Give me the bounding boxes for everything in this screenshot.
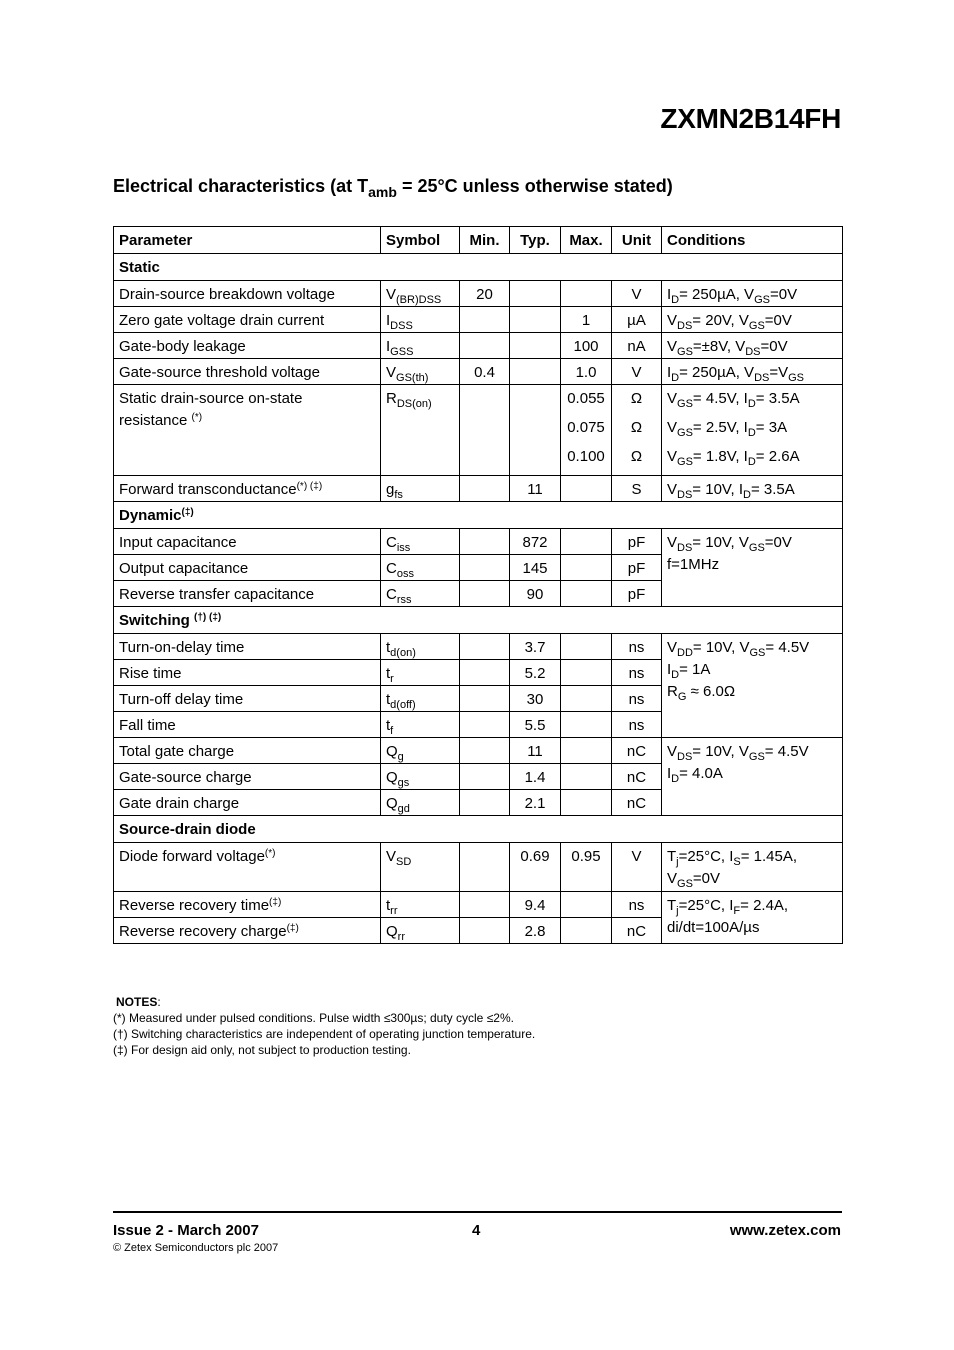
symbol-cell: $Q_g$ xyxy=(381,738,460,764)
max-cell: 0.95 xyxy=(561,843,612,892)
typ-cell: 90 xyxy=(510,581,561,607)
electrical-characteristics-table xyxy=(113,226,843,944)
unit-cell: pF xyxy=(612,581,662,607)
max-cell xyxy=(561,581,612,607)
typ-cell: 3.7 xyxy=(510,634,561,660)
column-header: Symbol xyxy=(381,227,460,254)
max-cell xyxy=(561,529,612,555)
condition-line: $V_{GS}= 4.5V$, $I_D= 3.5A$ xyxy=(667,390,800,410)
max-cell: 1 xyxy=(561,307,612,333)
param-cell: Turn-off delay time xyxy=(114,686,381,712)
max-cell xyxy=(561,281,612,307)
param-cell: Rise time xyxy=(114,660,381,686)
unit-cell: S xyxy=(612,476,662,502)
unit-cell: nC xyxy=(612,918,662,944)
section-row xyxy=(114,607,843,634)
max-cell xyxy=(561,385,612,476)
conditions-cell: $V_{GS}=\pm 8V$, $V_{DS}=0V$ xyxy=(662,333,843,359)
table-row xyxy=(114,333,843,359)
unit-cell: V xyxy=(612,281,662,307)
section-row xyxy=(114,502,843,529)
conditions-cell: $V_{DS}= 10V$, $I_D= 3.5A$ xyxy=(662,476,843,502)
table-row xyxy=(114,385,843,476)
min-cell xyxy=(460,581,510,607)
footer-divider xyxy=(113,1211,842,1213)
param-cell: Drain-source breakdown voltage xyxy=(114,281,381,307)
symbol-cell: $V_{SD}$ xyxy=(381,843,460,892)
max-cell xyxy=(561,918,612,944)
symbol-cell: $R_{DS(on)}$ xyxy=(381,385,460,476)
section-row xyxy=(114,816,843,843)
symbol-cell: $t_f$ xyxy=(381,712,460,738)
unit-value: Ω xyxy=(630,419,643,436)
param-cell: Fall time xyxy=(114,712,381,738)
max-value: 0.055 xyxy=(567,390,605,407)
table-row xyxy=(114,529,843,555)
unit-cell: pF xyxy=(612,555,662,581)
min-cell xyxy=(460,476,510,502)
min-cell: 20 xyxy=(460,281,510,307)
typ-cell: 2.1 xyxy=(510,790,561,816)
conditions-cell: $I_D= 250\mu A$, $V_{GS}=0V$ xyxy=(662,281,843,307)
typ-cell xyxy=(510,281,561,307)
unit-cell: nC xyxy=(612,764,662,790)
condition-line: $V_{GS}= 1.8V$, $I_D= 2.6A$ xyxy=(667,448,800,468)
symbol-cell: $Q_{gs}$ xyxy=(381,764,460,790)
section-label: Static xyxy=(114,254,843,281)
symbol-cell: $g_{fs}$ xyxy=(381,476,460,502)
conditions-cell: $V_{DS}= 10V$, $V_{GS}= 4.5V$ $I_D= 4.0A$ xyxy=(662,738,843,816)
param-cell: Forward transconductance(*) (‡) xyxy=(114,476,381,502)
param-cell: Input capacitance xyxy=(114,529,381,555)
max-cell xyxy=(561,764,612,790)
max-cell: 1.0 xyxy=(561,359,612,385)
max-cell xyxy=(561,790,612,816)
column-header: Unit xyxy=(612,227,662,254)
typ-cell: 9.4 xyxy=(510,892,561,918)
param-cell: Total gate charge xyxy=(114,738,381,764)
table-row xyxy=(114,281,843,307)
typ-cell: 5.2 xyxy=(510,660,561,686)
min-cell xyxy=(460,738,510,764)
symbol-cell: $Q_{gd}$ xyxy=(381,790,460,816)
min-cell xyxy=(460,764,510,790)
max-cell xyxy=(561,686,612,712)
symbol-cell: $C_{iss}$ xyxy=(381,529,460,555)
min-cell xyxy=(460,712,510,738)
min-cell xyxy=(460,529,510,555)
unit-cell: V xyxy=(612,843,662,892)
param-cell: Gate-source threshold voltage xyxy=(114,359,381,385)
unit-cell xyxy=(612,385,662,476)
min-cell xyxy=(460,660,510,686)
table-row xyxy=(114,359,843,385)
table-row xyxy=(114,892,843,918)
symbol-cell: $Q_{rr}$ xyxy=(381,918,460,944)
param-cell: Gate drain charge xyxy=(114,790,381,816)
max-cell xyxy=(561,660,612,686)
typ-cell: 5.5 xyxy=(510,712,561,738)
column-header: Min. xyxy=(460,227,510,254)
note-item: (*) Measured under pulsed conditions. Pulse width ≤300µs; duty cycle ≤2%. xyxy=(113,1011,514,1025)
min-cell xyxy=(460,790,510,816)
typ-cell: 145 xyxy=(510,555,561,581)
conditions-cell: $V_{DS}= 20V$, $V_{GS}=0V$ xyxy=(662,307,843,333)
unit-cell: ns xyxy=(612,634,662,660)
notes-title: NOTES: xyxy=(116,995,161,1009)
min-cell xyxy=(460,307,510,333)
max-cell: 100 xyxy=(561,333,612,359)
symbol-cell: $t_{d(on)}$ xyxy=(381,634,460,660)
footer-issue: Issue 2 - March 2007 xyxy=(113,1222,259,1239)
min-cell xyxy=(460,843,510,892)
symbol-cell: $C_{oss}$ xyxy=(381,555,460,581)
unit-cell: pF xyxy=(612,529,662,555)
symbol-cell: $t_r$ xyxy=(381,660,460,686)
conditions-cell: $T_j=25^\circ C$, $I_F= 2.4A$, di/dt=100A/µs xyxy=(662,892,843,944)
typ-cell: 872 xyxy=(510,529,561,555)
unit-cell: µA xyxy=(612,307,662,333)
note-item: (‡) For design aid only, not subject to production testing. xyxy=(113,1043,411,1057)
footer-website: www.zetex.com xyxy=(729,1222,841,1239)
part-number: ZXMN2B14FH xyxy=(660,103,841,134)
typ-cell: 1.4 xyxy=(510,764,561,790)
max-cell xyxy=(561,476,612,502)
unit-cell: ns xyxy=(612,686,662,712)
conditions-cell: $T_j=25^\circ C$, $I_S= 1.45A$, $V_{GS}=0V$ xyxy=(662,843,843,892)
note-item: (†) Switching characteristics are independent of operating junction temperature. xyxy=(113,1027,536,1041)
unit-cell: nA xyxy=(612,333,662,359)
min-cell xyxy=(460,918,510,944)
conditions-cell: $I_D= 250\mu A$, $V_{DS}=V_{GS}$ xyxy=(662,359,843,385)
param-cell: Reverse transfer capacitance xyxy=(114,581,381,607)
param-cell: Reverse recovery time(‡) xyxy=(114,892,381,918)
conditions-cell: $V_{DD}= 10V$, $V_{GS}= 4.5V$ $I_D= 1A$ $R_G \approx 6.0\Omega$ xyxy=(662,634,843,738)
param-cell: Static drain-source on-state resistance (*) xyxy=(114,385,381,476)
conditions-cell: $V_{DS}= 10V$, $V_{GS}=0V$ f=1MHz xyxy=(662,529,843,607)
min-cell xyxy=(460,333,510,359)
column-header: Max. xyxy=(561,227,612,254)
param-cell: Reverse recovery charge(‡) xyxy=(114,918,381,944)
column-header: Typ. xyxy=(510,227,561,254)
max-cell xyxy=(561,712,612,738)
notes xyxy=(113,994,535,1058)
conditions-cell xyxy=(662,385,843,476)
unit-cell: nC xyxy=(612,790,662,816)
typ-cell: 30 xyxy=(510,686,561,712)
param-cell: Gate-body leakage xyxy=(114,333,381,359)
section-heading: Electrical characteristics (at $T_{amb} = 25^\circ C$ unless otherwise stated) xyxy=(113,176,673,200)
min-cell xyxy=(460,555,510,581)
param-cell: Zero gate voltage drain current xyxy=(114,307,381,333)
min-cell xyxy=(460,686,510,712)
min-cell xyxy=(460,385,510,476)
table-header-row xyxy=(114,227,843,254)
typ-cell xyxy=(510,359,561,385)
column-header: Parameter xyxy=(114,227,381,254)
typ-cell: 11 xyxy=(510,476,561,502)
max-cell xyxy=(561,892,612,918)
unit-cell: ns xyxy=(612,892,662,918)
section-label: Switching (†) (‡) xyxy=(114,607,843,634)
symbol-cell: $C_{rss}$ xyxy=(381,581,460,607)
table-row xyxy=(114,307,843,333)
typ-cell: 0.69 xyxy=(510,843,561,892)
unit-cell: V xyxy=(612,359,662,385)
typ-cell: 2.8 xyxy=(510,918,561,944)
section-row xyxy=(114,254,843,281)
symbol-cell: $I_{DSS}$ xyxy=(381,307,460,333)
table-row xyxy=(114,634,843,660)
table-row xyxy=(114,476,843,502)
typ-cell: 11 xyxy=(510,738,561,764)
footer-copyright: © Zetex Semiconductors plc 2007 xyxy=(113,1242,279,1254)
section-label: Dynamic(‡) xyxy=(114,502,843,529)
param-cell: Turn-on-delay time xyxy=(114,634,381,660)
param-cell: Diode forward voltage(*) xyxy=(114,843,381,892)
max-value: 0.100 xyxy=(567,448,605,465)
table-row xyxy=(114,843,843,892)
symbol-cell: $I_{GSS}$ xyxy=(381,333,460,359)
unit-value: Ω xyxy=(630,448,643,465)
max-cell xyxy=(561,738,612,764)
symbol-cell: $t_{rr}$ xyxy=(381,892,460,918)
param-cell: Gate-source charge xyxy=(114,764,381,790)
typ-cell xyxy=(510,333,561,359)
condition-line: $V_{GS}= 2.5V$, $I_D= 3A$ xyxy=(667,419,788,439)
section-label: Source-drain diode xyxy=(114,816,843,843)
min-cell xyxy=(460,634,510,660)
max-cell xyxy=(561,634,612,660)
typ-cell xyxy=(510,307,561,333)
symbol-cell: $V_{GS(th)}$ xyxy=(381,359,460,385)
table-row xyxy=(114,738,843,764)
column-header: Conditions xyxy=(662,227,843,254)
unit-cell: ns xyxy=(612,712,662,738)
min-cell xyxy=(460,892,510,918)
page-number: 4 xyxy=(472,1222,481,1239)
unit-cell: nC xyxy=(612,738,662,764)
symbol-cell: $t_{d(off)}$ xyxy=(381,686,460,712)
param-cell: Output capacitance xyxy=(114,555,381,581)
max-cell xyxy=(561,555,612,581)
unit-value: Ω xyxy=(630,390,643,407)
typ-cell xyxy=(510,385,561,476)
symbol-cell: $V_{(BR)DSS}$ xyxy=(381,281,460,307)
unit-cell: ns xyxy=(612,660,662,686)
min-cell: 0.4 xyxy=(460,359,510,385)
max-value: 0.075 xyxy=(567,419,605,436)
